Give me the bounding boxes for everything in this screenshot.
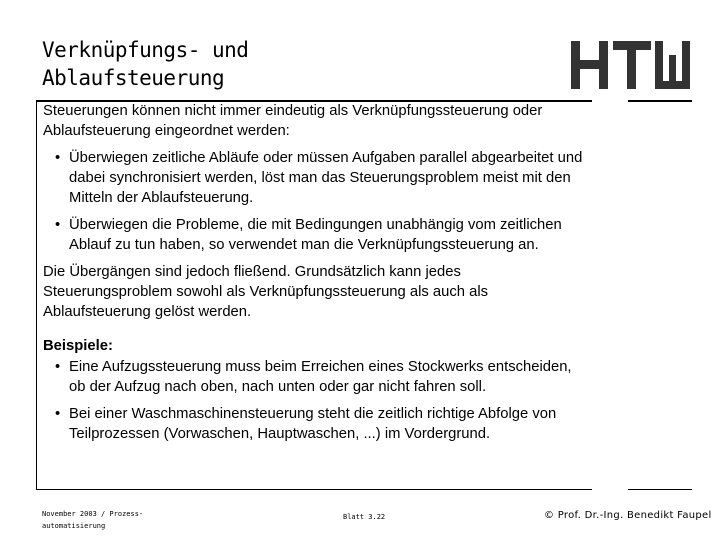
bullet-text: Überwiegen zeitliche Abläufe oder müssen Aufgaben parallel abgearbeitet und dabei synchronisiert werden, löst man das Steuerungsproblem meist mit den Mitteln der Ablaufsteuerung. <box>69 150 583 206</box>
bullet-icon: • <box>55 217 61 233</box>
slide-body <box>43 101 588 451</box>
htw-logo-icon <box>571 41 691 89</box>
example-text: Eine Aufzugssteuerung muss beim Erreichen eines Stockwerks entscheiden, ob der Aufzug nach oben, nach unten oder gar nicht fahren soll. <box>69 359 572 395</box>
page-number: Blatt 3.22 <box>343 513 386 521</box>
bullet-text: Überwiegen die Probleme, die mit Bedingungen unabhängig vom zeitlichen Ablauf zu tun haben, so verwendet man die Verknüpfungssteuerung an. <box>69 217 562 253</box>
footer-left-line-1: November 2003 / Prozess- <box>42 510 144 518</box>
footer-date-course <box>42 508 172 532</box>
bullet-icon: • <box>55 406 61 422</box>
footer-rule <box>36 489 592 490</box>
example-text: Bei einer Waschmaschinensteuerung steht die zeitlich richtige Abfolge von Teilprozessen (Vorwaschen, Hauptwaschen, ...) im Vordergrund. <box>69 406 557 442</box>
copyright: © Prof. Dr.-Ing. Benedikt Faupel <box>544 510 712 521</box>
example-item <box>43 357 588 397</box>
slide-title <box>42 36 462 92</box>
bullet-icon: • <box>55 359 61 375</box>
transition-paragraph: Die Übergängen sind jedoch fließend. Grundsätzlich kann jedes Steuerungsproblem sowohl als Verknüpfungssteuerung als auch als Ablaufsteuerung gelöst werden. <box>43 264 489 320</box>
bullet-item <box>43 215 588 255</box>
footer-left-line-2: automatisierung <box>42 522 106 530</box>
left-border-line <box>36 100 37 490</box>
header-rule-right <box>628 100 692 102</box>
examples-heading: Beispiele: <box>43 338 113 354</box>
bullet-icon: • <box>55 150 61 166</box>
title-line-2: Ablaufsteuerung <box>42 66 225 90</box>
bullet-item <box>43 148 588 208</box>
example-item <box>43 404 588 444</box>
intro-text: Steuerungen können nicht immer eindeutig als Verknüpfungssteuerung oder Ablaufsteuerung eingeordnet werden: <box>43 103 543 139</box>
title-line-1: Verknüpfungs- und <box>42 38 249 62</box>
footer-rule-right <box>628 489 692 490</box>
